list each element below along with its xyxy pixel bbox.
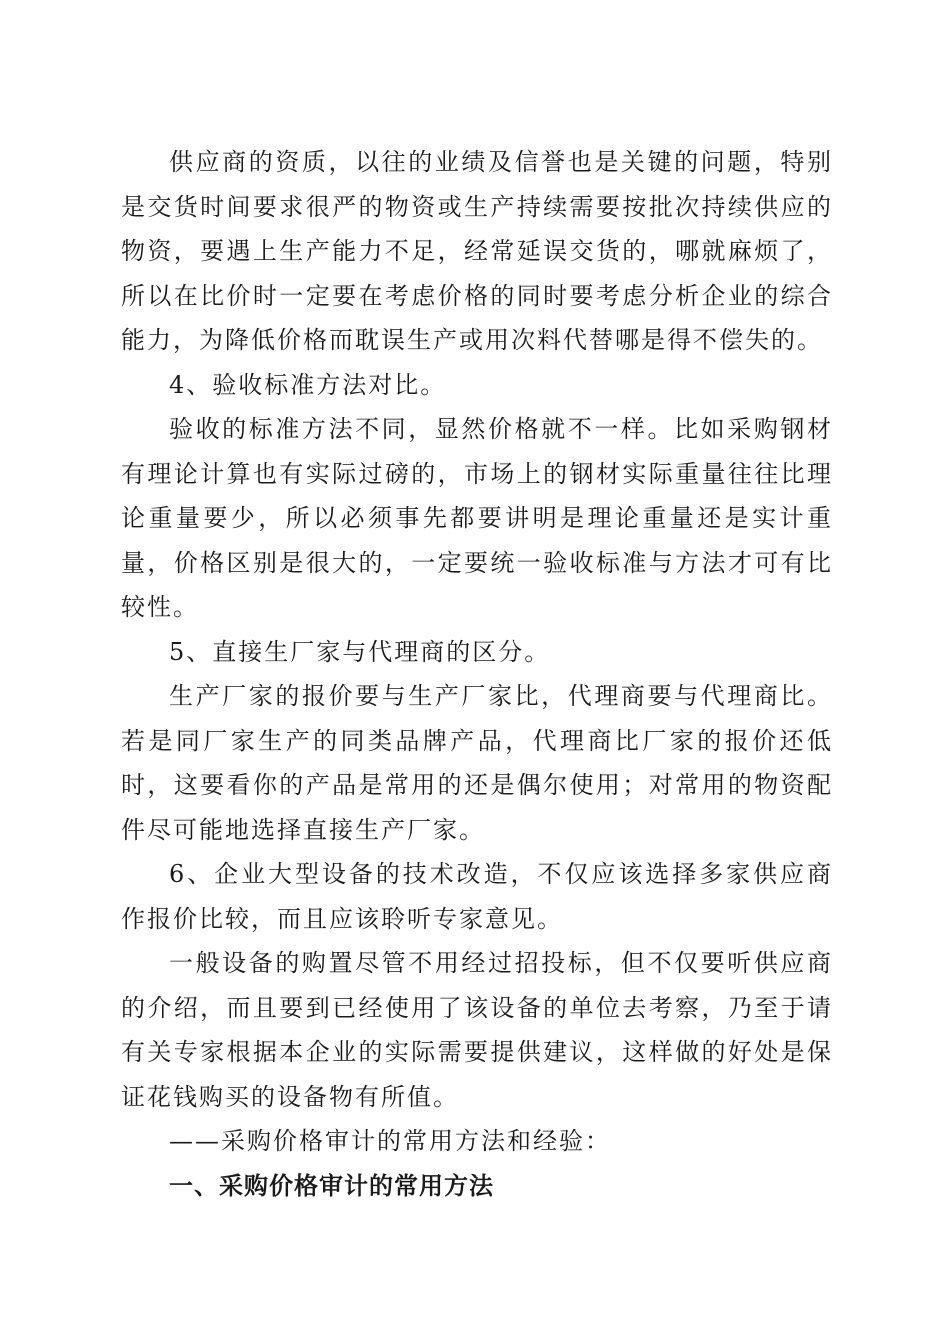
paragraph-item-6-title: 6、企业大型设备的技术改造，不仅应该选择多家供应商作报价比较，而且应该聆听专家意见。	[121, 860, 833, 933]
section-heading: 一、采购价格审计的常用方法	[169, 1171, 494, 1200]
document-body	[121, 140, 833, 1208]
paragraph-methods-intro: ——采购价格审计的常用方法和经验：	[169, 1127, 611, 1155]
paragraph-item-4-title: 4、验收标准方法对比。	[169, 370, 447, 399]
paragraph-item-5-title: 5、直接生厂家与代理商的区分。	[169, 637, 551, 666]
paragraph-equipment-purchase: 一般设备的购置尽管不用经过招投标，但不仅要听供应商的介绍，而且要到已经使用了该设备的单位去考察，乃至于请有关专家根据本企业的实际需要提供建议，这样做的好处是保证花钱购买的设备物有所值。	[121, 949, 833, 1111]
paragraph-manufacturer-vs-agent: 生产厂家的报价要与生产厂家比，代理商要与代理商比。若是同厂家生产的同类品牌产品，代理商比厂家的报价还低时，这要看你的产品是常用的还是偶尔使用；对常用的物资配件尽可能地选择直接生产厂家。	[121, 682, 833, 844]
paragraph-acceptance-standards: 验收的标准方法不同，显然价格就不一样。比如采购钢材有理论计算也有实际过磅的，市场上的钢材实际重量往往比理论重量要少，所以必须事先都要讲明是理论重量还是实计重量，价格区别是很大的，一定要统一验收标准与方法才可有比较性。	[121, 415, 833, 621]
paragraph-supplier-qualification: 供应商的资质，以往的业绩及信誉也是关键的问题，特别是交货时间要求很严的物资或生产持续需要按批次持续供应的物资，要遇上生产能力不足，经常延误交货的，哪就麻烦了，所以在比价时一定要在考虑价格的同时要考虑分析企业的综合能力，为降低价格而耽误生产或用次料代替哪是得不偿失的。	[121, 148, 833, 354]
